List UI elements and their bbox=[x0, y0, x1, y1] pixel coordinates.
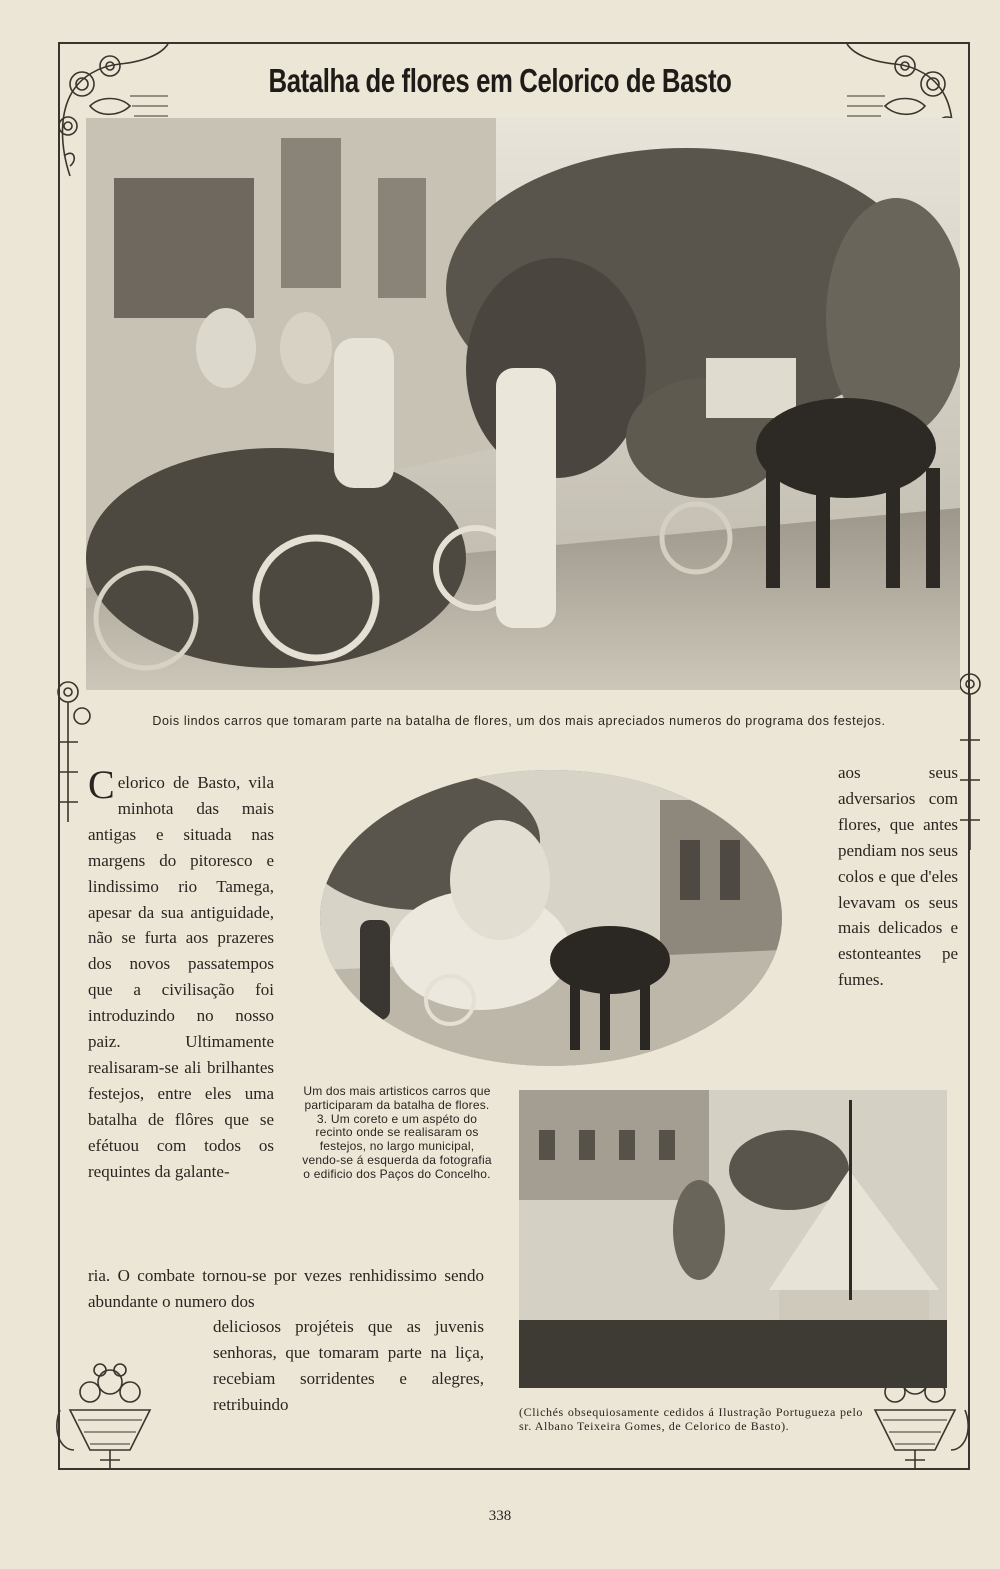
photo-bandstand-square bbox=[519, 1090, 947, 1388]
article-left-column bbox=[88, 762, 274, 1185]
article-wide-block: ria. O combate tornou-se por vezes renhidissimo sendo abundante o numero dos bbox=[88, 1266, 484, 1311]
article-indented-block: deliciosos projéteis que as juvenis senhoras, que tomaram parte na liça, recebiam sorridentes e alegres, retribuindo bbox=[213, 1317, 484, 1414]
caption-credits: (Clichés obsequiosamente cedidos á Ilustração Portugueza pelo sr. Albano Teixeira Gomes, de Celorico de Basto). bbox=[519, 1405, 863, 1434]
photo-flower-carriages bbox=[86, 118, 960, 690]
drop-cap: C bbox=[88, 762, 115, 807]
page-title: Batalha de flores em Celorico de Basto bbox=[268, 62, 732, 99]
page-number: 338 bbox=[488, 1508, 512, 1524]
flower-basket-ornament-left bbox=[50, 1340, 170, 1490]
article-right-column: aos seus adversarios com flores, que antes pendiam nos seus colos e que d'eles levavam os seus mais delicados e estonteantes pe fumes. bbox=[838, 763, 958, 990]
photo-artistic-carriage bbox=[320, 770, 782, 1066]
caption-main-photo: Dois lindos carros que tomaram parte na batalha de flores, um dos mais apreciados numeros do programa dos festejos. bbox=[152, 714, 886, 728]
article-left-text: elorico de Basto, vila minhota das mais antigas e situada nas margens do pitoresco e lindissimo rio Tamega, apesar da sua antiguidade, não se furta aos prazeres dos novos passatempos que a civilisação foi introduzindo no nosso paiz. Ultimamente realisaram-se ali brilhantes festejos, entre eles uma batalha de flôres que se efétuou com todos os requintes da galante- bbox=[88, 773, 274, 1181]
caption-oval-photo: Um dos mais artisticos carros que participaram da batalha de flores. 3. Um coreto e um aspéto do recinto onde se realisaram os festejos, no largo municipal, vendo-se á esquerda da fotografia o edificio dos Paços do Concelho. bbox=[302, 1084, 492, 1181]
